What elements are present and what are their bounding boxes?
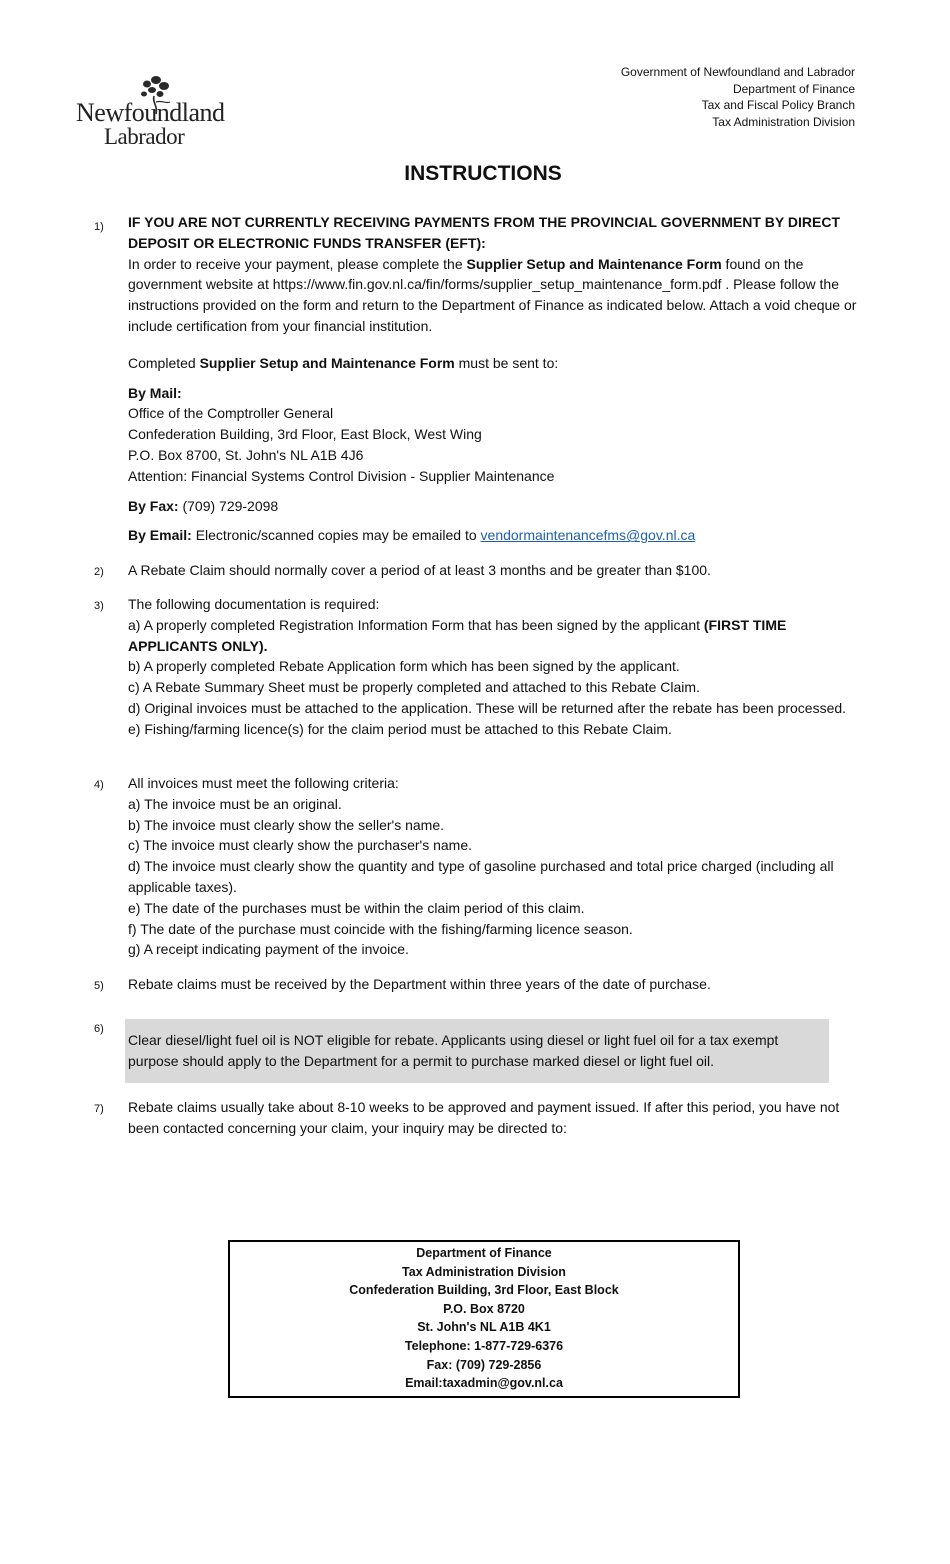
instruction-item-2: A Rebate Claim should normally cover a period of at least 3 months and be greater than $100.: [128, 562, 711, 578]
instruction-item-1: [128, 212, 858, 546]
contact-box: [228, 1240, 740, 1398]
contact-line: Email:taxadmin@gov.nl.ca: [405, 1376, 563, 1391]
instruction-item-4: All invoices must meet the following criteria: a) The invoice must be an original. b) The invoice must clearly show the seller's name. c) The invoice must clearly show the purchaser's name. d) The invoice must clearly show the quantity and type of gasoline purchased and total price charged (including all applicable taxes). e) The date of the purchases must be within the claim period of this claim. f) The date of the purchase must coincide with the fishing/farming licence season. g) A receipt indicating payment of the invoice.: [128, 775, 834, 958]
header-line: Government of Newfoundland and Labrador: [620, 65, 855, 79]
logo-word-labrador: Labrador: [104, 124, 185, 149]
item-number: 5): [94, 980, 104, 992]
item-number: 2): [94, 566, 104, 578]
logo-word-newfoundland: Newfoundland: [76, 98, 225, 127]
header-line: Department of Finance: [732, 81, 855, 96]
email-line: By Email: Electronic/scanned copies may be emailed to vendormaintenancefms@gov.nl.ca: [128, 527, 696, 544]
mail-address-line: P.O. Box 8700, St. John's NL A1B 4J6: [128, 446, 364, 463]
item-1-heading: IF YOU ARE NOT CURRENTLY RECEIVING PAYMENTS FROM THE PROVINCIAL GOVERNMENT BY DIRECT DEPOSIT OR ELECTRONIC FUNDS TRANSFER (EFT):: [128, 214, 841, 251]
contact-line: Confederation Building, 3rd Floor, East Block: [349, 1283, 619, 1298]
contact-line: Department of Finance: [416, 1246, 552, 1260]
mail-address-line: Confederation Building, 3rd Floor, East Block, West Wing: [128, 426, 482, 443]
instruction-item-5: Rebate claims must be received by the Department within three years of the date of purchase.: [128, 976, 711, 992]
item-number: 3): [94, 600, 104, 612]
instruction-item-3: The following documentation is required: a) A properly completed Registration Information Form that has been signed by the applicant (FIRST TIME APPLICANTS ONLY). b) A properly completed Rebate Application form which has been signed by the applicant. c) A Rebate Summary Sheet must be properly completed and attached to this Rebate Claim. d) Original invoices must be attached to the application. These will be returned after the rebate has been processed. e) Fishing/farming licence(s) for the claim period must be attached to this Rebate Claim.: [128, 596, 847, 737]
contact-line: St. John's NL A1B 4K1: [417, 1320, 551, 1335]
government-header: [621, 64, 855, 130]
mail-label: By Mail:: [128, 384, 182, 401]
government-logo: [76, 72, 236, 152]
mail-address-line: Attention: Financial Systems Control Division - Supplier Maintenance: [128, 467, 555, 484]
item-number: 1): [94, 221, 104, 233]
contact-line: Tax Administration Division: [402, 1264, 566, 1279]
mail-address-line: Office of the Comptroller General: [128, 405, 334, 422]
instruction-item-6: Clear diesel/light fuel oil is NOT eligible for rebate. Applicants using diesel or light fuel oil for a tax exempt purpose should apply to the Department for a permit to purchase marked diesel or light fuel oil.: [128, 1032, 779, 1069]
item-number: 4): [94, 779, 104, 791]
instruction-item-7: Rebate claims usually take about 8-10 weeks to be approved and payment issued. If after this period, you have not been contacted concerning your claim, your inquiry may be directed to:: [128, 1099, 840, 1136]
vendor-email-link[interactable]: vendormaintenancefms@gov.nl.ca: [480, 527, 696, 544]
header-line: Tax and Fiscal Policy Branch: [701, 98, 855, 112]
item-number: 6): [94, 1023, 104, 1035]
fax-line: By Fax: (709) 729-2098: [128, 497, 279, 514]
item-1-paragraph: In order to receive your payment, please complete the Supplier Setup and Maintenance Form found on the government website at https://www.fin.gov.nl.ca/fin/forms/supplier_setup_maintenance_form.pdf . Please follow the instructions provided on the form and return to the Department of Finance as indicated below. Attach a void cheque or include certification from your financial institution.: [128, 255, 857, 334]
contact-line: Telephone: 1-877-729-6376: [404, 1338, 564, 1353]
header-line: Tax Administration Division: [712, 114, 855, 129]
contact-line: Fax: (709) 729-2856: [426, 1357, 542, 1372]
page-title: INSTRUCTIONS: [404, 162, 562, 185]
item-number: 7): [94, 1103, 104, 1115]
contact-line: P.O. Box 8720: [443, 1301, 525, 1316]
item-1-sent-to: Completed Supplier Setup and Maintenance Form must be sent to:: [128, 354, 559, 371]
